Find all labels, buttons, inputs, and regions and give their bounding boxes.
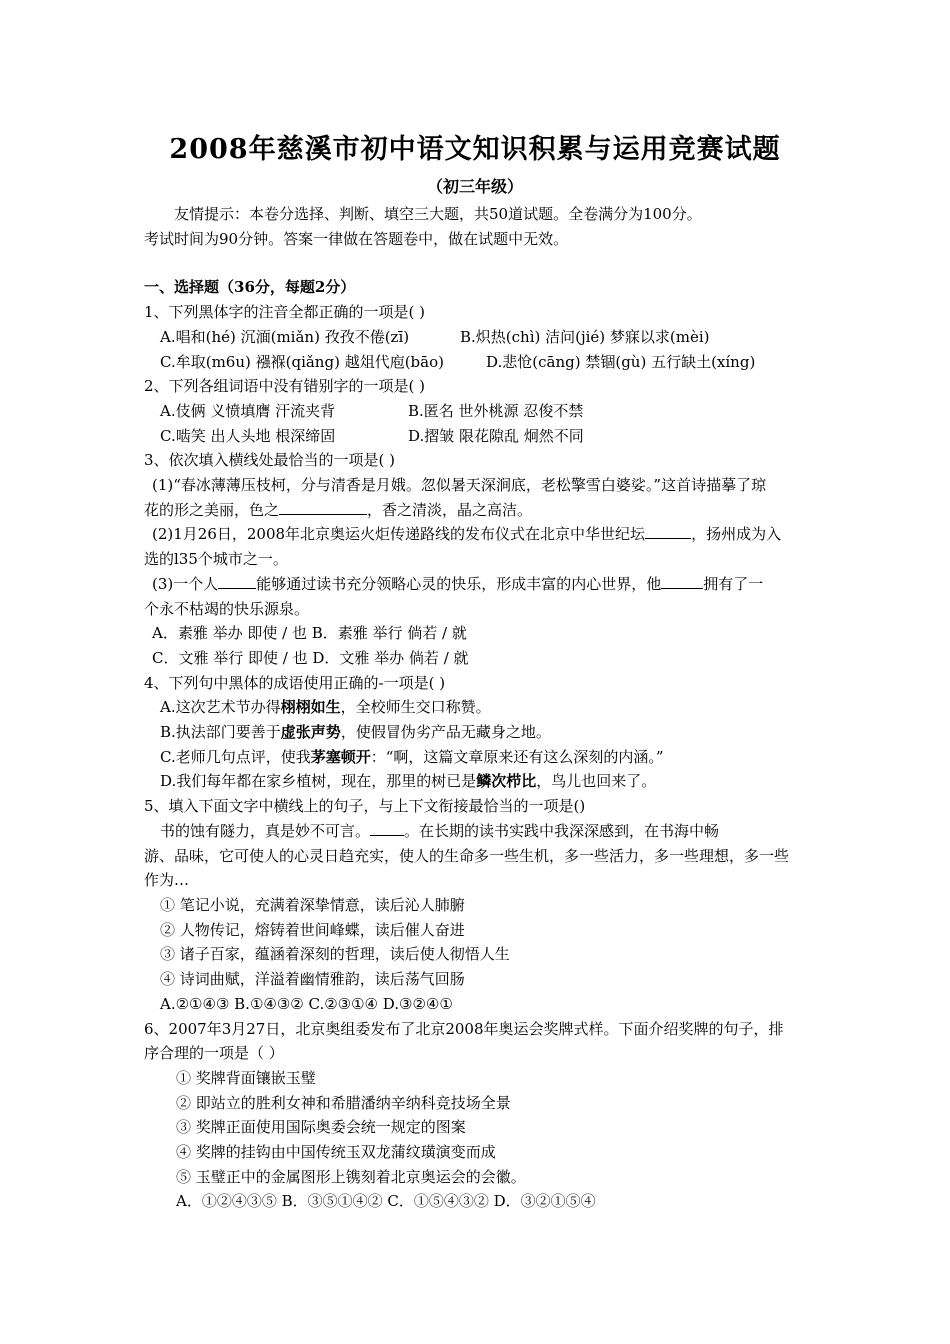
question-3-options-cd: C．文雅 举行 即使 / 也 D．文雅 举办 倘若 / 就 (152, 648, 469, 667)
question-3-passage-2a (144, 522, 834, 547)
question-6-item-3: ③ 奖牌正面使用国际奥委会统一规定的图案 (176, 1118, 466, 1137)
text: A.这次艺术节办得 (160, 698, 281, 717)
question-5-passage-2: 游、品味，它可使人的心灵日趋充实，使人的生命多一些生机，多一些活力，多一些理想，多一些 (144, 846, 790, 865)
question-4-option-b (144, 720, 834, 745)
text: ，全校师生交口称赞。 (340, 698, 491, 717)
blank-line (645, 522, 691, 539)
question-1-stem: 1、下列黑体字的注音全都正确的一项是( ) (144, 303, 426, 322)
text: 花的形之美丽，色之 (144, 500, 280, 519)
question-5-passage-1 (144, 819, 834, 844)
question-5-options: A.②①④③ B.①④③② C.②③①④ D.③②④① (160, 994, 453, 1013)
question-2-stem: 2、下列各组词语中没有错别字的一项是( ) (144, 377, 426, 396)
text: ，香之清淡，晶之高洁。 (367, 500, 533, 519)
option-b: B.炽热(chì) 洁问(jié) 梦寐以求(mèi) (460, 327, 710, 346)
question-4-option-d (144, 769, 834, 794)
section-heading: 一、选择题（36分，每题2分） (144, 278, 356, 297)
question-4-option-a (144, 695, 834, 720)
question-3-options-ab: A．素雅 举办 即使 / 也 B．素雅 举行 倘若 / 就 (152, 624, 467, 643)
question-5-item-3: ③ 诸子百家，蕴涵着深刻的哲理，读后使人彻悟人生 (160, 945, 510, 964)
question-6-stem-2: 序合理的一项是（ ） (144, 1044, 284, 1063)
blank-line (370, 819, 404, 836)
blank-line (661, 572, 703, 589)
blank-line (218, 572, 256, 589)
text: D.我们每年都在家乡植树，现在，那里的树已是 (160, 772, 477, 791)
spacer (144, 251, 834, 275)
intro-line-1: 友情提示：本卷分选择、判断、填空三大题，共50道试题。全卷满分为100分。 (174, 205, 702, 223)
option-c: C.啮笑 出人头地 根深缔固 (160, 426, 336, 445)
text: C.老师几句点评，使我 (160, 747, 311, 766)
question-1-options-ab (144, 325, 834, 350)
question-6-item-2: ② 即站立的胜利女神和希腊潘纳辛纳科竞技场全景 (176, 1093, 511, 1112)
question-5-item-2: ② 人物传记，熔铸着世间峰蝶，读后催人奋进 (160, 920, 465, 939)
text: (3)一个人 (152, 574, 219, 593)
intro-line-2: 考试时间为90分钟。答案一律做在答题卷中，做在试题中无效。 (144, 229, 569, 248)
question-3-passage-2b: 选的l35个城市之一。 (144, 550, 288, 569)
question-4-option-c (144, 745, 834, 770)
question-5-passage-3: 作为… (144, 871, 190, 890)
text: ，鸟儿也回来了。 (536, 772, 657, 791)
text: B.执法部门要善于 (160, 723, 281, 742)
question-3-passage-1b (144, 498, 834, 523)
question-6-options: A．①②④③⑤ B．③⑤①④② C．①⑤④③② D．③②①⑤④ (176, 1192, 596, 1211)
option-d: D.悲怆(cāng) 禁锢(gù) 五行缺土(xíng) (486, 352, 756, 371)
text: (2)1月26日，2008年北京奥运火炬传递路线的发布仪式在北京中华世纪坛 (152, 525, 646, 544)
question-6-item-1: ① 奖牌背面镶嵌玉璧 (176, 1068, 316, 1087)
bold-idiom: 茅塞顿开 (310, 747, 371, 766)
question-6-item-5: ⑤ 玉璧正中的金属图形上镌刻着北京奥运会的会徽。 (176, 1167, 526, 1186)
page-title: 2008年慈溪市初中语文知识积累与运用竞赛试题 (169, 134, 781, 165)
question-5-item-4: ④ 诗词曲赋，洋溢着幽情雅韵，读后荡气回肠 (160, 970, 465, 989)
bold-idiom: 栩栩如生 (280, 698, 341, 717)
question-1-options-cd (144, 350, 834, 375)
option-a: A.伎俩 义愤填膺 汗流夹背 (160, 401, 336, 420)
question-3-passage-3a (144, 572, 834, 597)
option-a: A.唱和(hé) 沉湎(miǎn) 孜孜不倦(zī) (160, 327, 410, 346)
question-3-passage-3b: 个永不枯竭的快乐源泉。 (144, 599, 310, 618)
option-d: D.摺皱 限花隙乱 炯然不同 (408, 426, 584, 445)
question-6-item-4: ④ 奖牌的挂钩由中国传统玉双龙蒲纹璜演变而成 (176, 1143, 496, 1162)
exam-content (144, 202, 834, 1214)
question-3-stem: 3、依次填入横线处最恰当的一项是( ) (144, 451, 396, 470)
text: 书的蚀有隧力，真是妙不可言。 (160, 821, 371, 840)
option-b: B.匿名 世外桃源 忍俊不禁 (408, 401, 584, 420)
page-subtitle: （初三年级） (426, 177, 523, 196)
text: 。在长期的读书实践中我深深感到，在书海中畅 (404, 821, 720, 840)
question-5-stem: 5、填入下面文字中横线上的句子，与上下文衔接最恰当的一项是() (144, 797, 586, 816)
question-4-stem: 4、下列句中黑体的成语使用正确的-一项是( ) (144, 673, 446, 692)
question-5-item-1: ① 笔记小说，充满着深挚情意，读后沁人肺腑 (160, 895, 465, 914)
question-6-stem-1: 6、2007年3月27日，北京奥组委发布了北京2008年奥运会奖牌式样。下面介绍奖牌的句子，排 (144, 1019, 784, 1038)
option-c: C.牟取(m6u) 襁褓(qiǎng) 越俎代庖(bāo) (160, 352, 444, 371)
blank-line (279, 498, 367, 515)
text: 能够通过读书充分领略心灵的快乐，形成丰富的内心世界，他 (256, 574, 662, 593)
bold-idiom: 鳞次栉比 (476, 772, 537, 791)
text: ：“啊，这篇文章原来还有这么深刻的内涵。” (370, 747, 664, 766)
bold-idiom: 虚张声势 (280, 723, 341, 742)
text: ，使假冒伪劣产品无藏身之地。 (340, 723, 551, 742)
text: ，扬州成为入 (691, 525, 782, 544)
question-2-options-cd (144, 424, 834, 449)
text: 拥有了一 (703, 574, 764, 593)
question-2-options-ab (144, 399, 834, 424)
question-3-passage-1a: (1)“春冰薄薄压枝柯，分与清香是月娥。忽似暑天深涧底，老松擎雪白婆娑。”这首诗描摹了琼 (152, 476, 767, 495)
